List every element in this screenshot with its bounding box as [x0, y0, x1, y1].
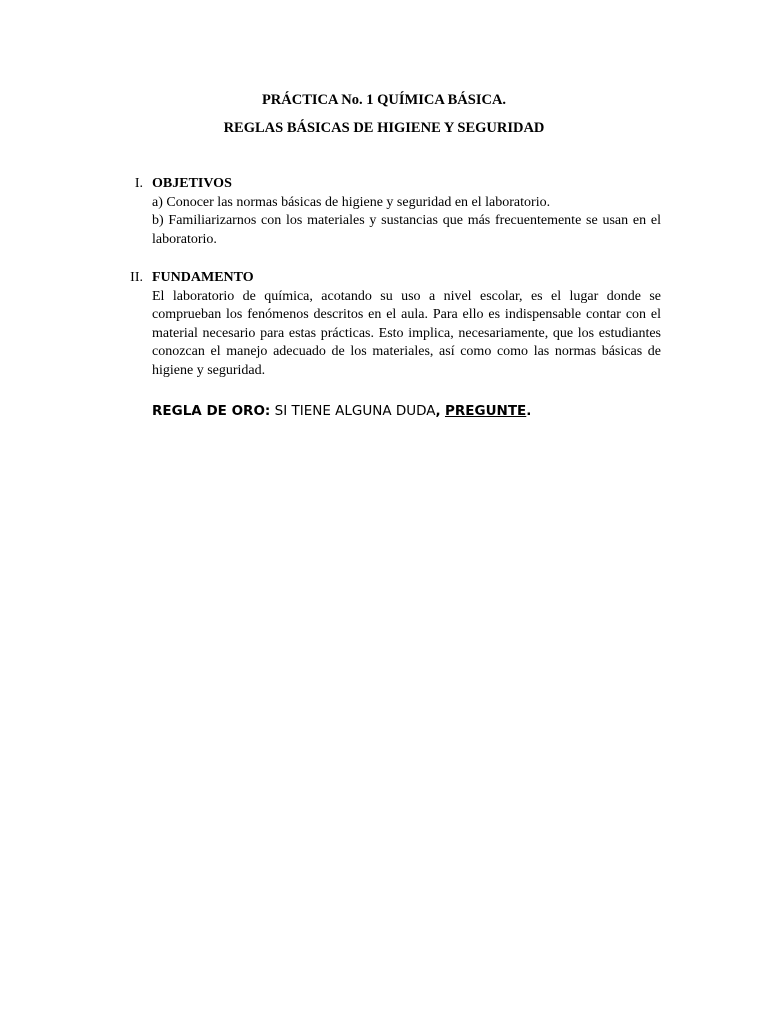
document-subtitle: REGLAS BÁSICAS DE HIGIENE Y SEGURIDAD — [223, 120, 545, 136]
golden-rule-comma: , — [435, 403, 441, 419]
golden-rule-end: . — [526, 403, 532, 419]
section-number: II. — [130, 270, 143, 285]
fundamento-paragraph: El laboratorio de química, acotando su uso a nivel escolar, es el lugar donde se comprueban los fenómenos descritos en el aula. Para ello es indispensable contar con el material necesario para estas prácticas. Esto implica, necesariamente, que los estudiantes conozcan el manejo adecuado de los materiales, así como como las normas básicas de higiene y seguridad. — [152, 288, 661, 378]
objective-a: a) Conocer las normas básicas de higiene y seguridad en el laboratorio. — [152, 194, 551, 210]
section-heading: OBJETIVOS — [152, 176, 232, 191]
golden-rule-label: REGLA DE ORO: — [152, 403, 271, 419]
golden-rule — [152, 401, 531, 421]
document-title: PRÁCTICA No. 1 QUÍMICA BÁSICA. — [261, 92, 507, 108]
golden-rule-emphasis: PREGUNTE — [444, 403, 527, 419]
section-body — [152, 269, 661, 381]
section-heading: FUNDAMENTO — [152, 270, 254, 285]
golden-rule-text: SI TIENE ALGUNA DUDA — [274, 403, 436, 419]
section-number: I. — [134, 176, 143, 191]
section-body — [152, 175, 661, 249]
objective-b: b) Familiarizarnos con los materiales y sustancias que más frecuentemente se usan en el laboratorio. — [152, 213, 661, 247]
